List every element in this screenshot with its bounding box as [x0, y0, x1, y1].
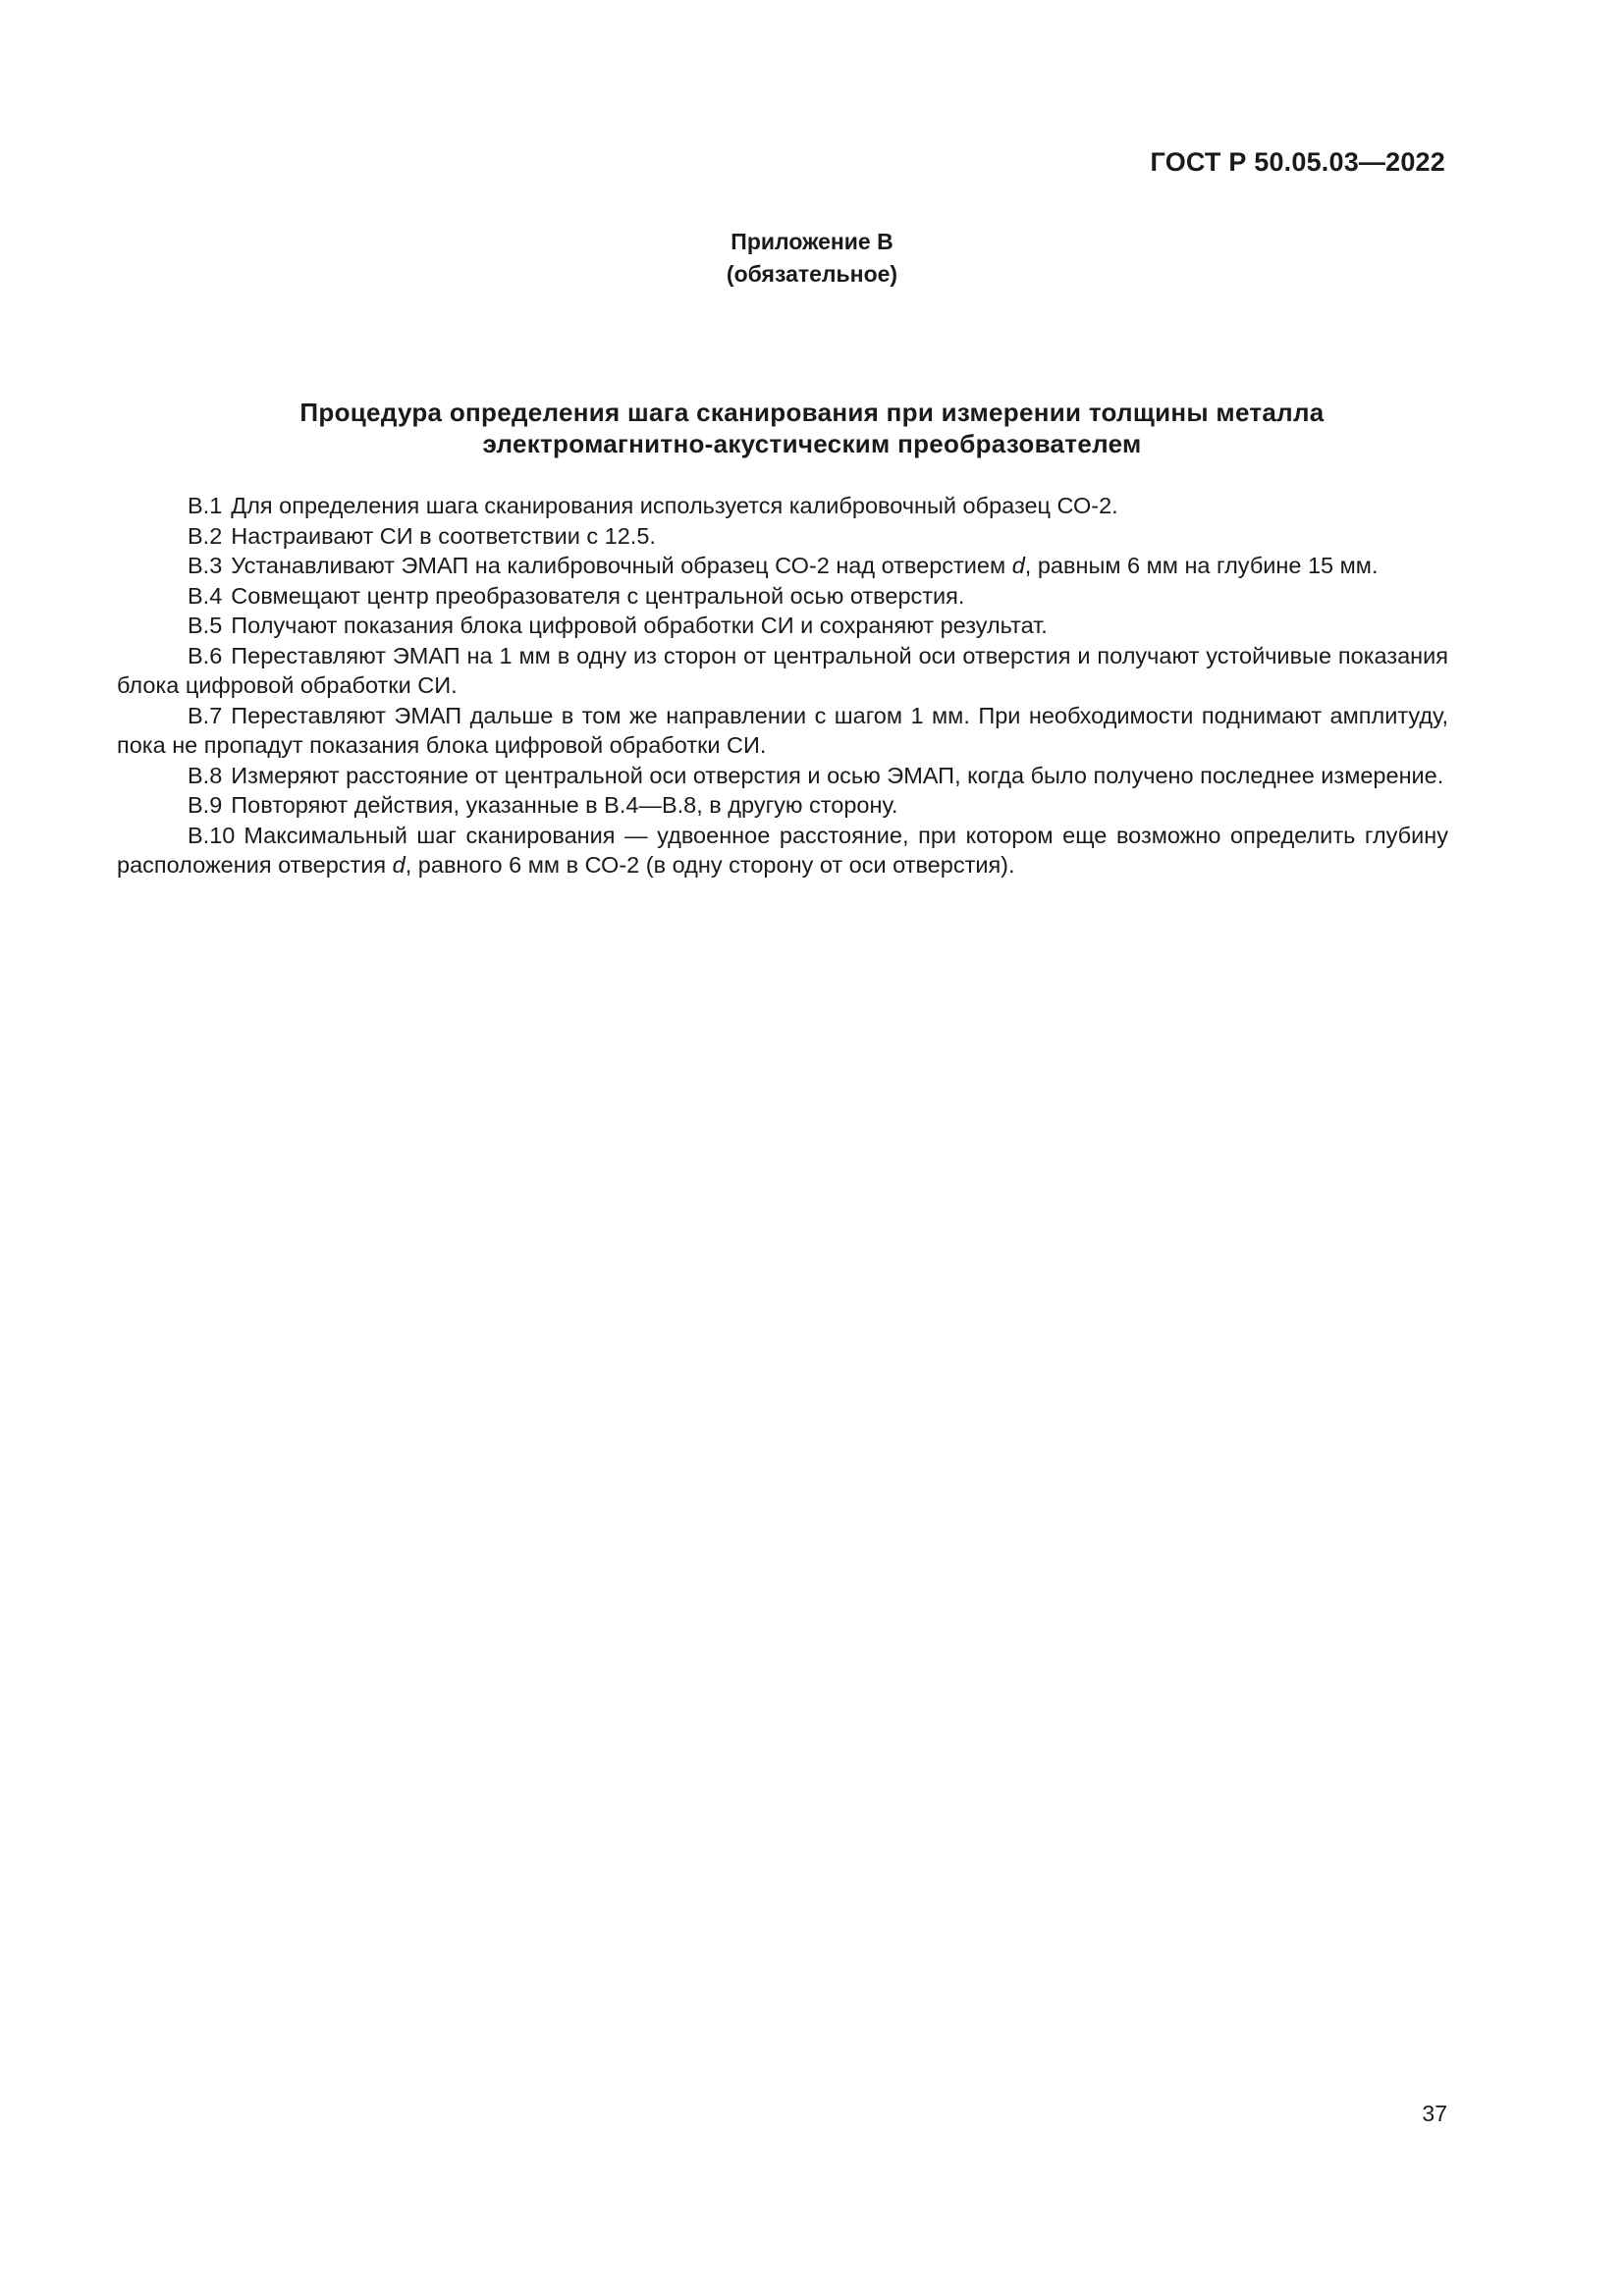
- standard-id: ГОСТ Р 50.05.03—2022: [1150, 147, 1445, 177]
- title-line-2: электромагнитно-акустическим преобразователем: [482, 429, 1142, 458]
- paragraph-b9: [117, 790, 1448, 821]
- section-title: [0, 397, 1624, 459]
- paragraph-text: Измеряют расстояние от центральной оси отверстия и осью ЭМАП, когда было получено последнее измерение.: [231, 762, 1444, 788]
- paragraph-number: В.10: [188, 822, 236, 848]
- paragraph-number: В.3: [188, 553, 223, 578]
- paragraph-text: Настраивают СИ в соответствии с 12.5.: [231, 522, 656, 549]
- page-number: 37: [1422, 2101, 1447, 2126]
- paragraph-text: Совмещают центр преобразователя с центральной осью отверстия.: [231, 582, 965, 609]
- appendix-status: (обязательное): [726, 261, 898, 287]
- paragraph-number: В.8: [188, 762, 223, 788]
- paragraph-b5: [117, 611, 1448, 641]
- paragraph-text-post: , равным 6 мм на глубине 15 мм.: [1024, 553, 1379, 578]
- appendix-heading: [0, 226, 1624, 291]
- paragraph-b4: [117, 581, 1448, 612]
- paragraph-number: В.9: [188, 792, 223, 818]
- paragraph-number: В.7: [188, 702, 223, 728]
- paragraph-text-pre: Максимальный шаг сканирования — удвоенное расстояние, при котором еще возможно определить глубину расположения отверстия: [117, 822, 1448, 878]
- paragraph-text-pre: Устанавливают ЭМАП на калибровочный образец СО-2 над отверстием: [231, 553, 1012, 578]
- paragraph-number: В.2: [188, 522, 223, 549]
- paragraph-number: В.5: [188, 613, 223, 638]
- paragraph-b2: [117, 521, 1448, 552]
- variable-d: d: [392, 852, 406, 878]
- paragraph-b10: [117, 821, 1448, 881]
- body-text: [117, 491, 1448, 881]
- paragraph-text: Повторяют действия, указанные в В.4—В.8, в другую сторону.: [231, 792, 898, 818]
- paragraph-b3: [117, 551, 1448, 581]
- paragraph-text: Для определения шага сканирования используется калибровочный образец СО-2.: [231, 493, 1118, 518]
- paragraph-b8: [117, 761, 1448, 791]
- paragraph-text: Переставляют ЭМАП на 1 мм в одну из сторон от центральной оси отверстия и получают устойчивые показания блока цифровой обработки СИ.: [117, 642, 1448, 698]
- paragraph-text-post: , равного 6 мм в СО-2 (в одну сторону от оси отверстия).: [405, 852, 1015, 878]
- paragraph-b6: [117, 641, 1448, 701]
- paragraph-text: Переставляют ЭМАП дальше в том же направлении с шагом 1 мм. При необходимости поднимают амплитуду, пока не пропадут показания блока цифровой обработки СИ.: [117, 702, 1448, 758]
- paragraph-b7: [117, 701, 1448, 761]
- paragraph-number: В.6: [188, 642, 223, 668]
- paragraph-number: В.1: [188, 493, 223, 518]
- paragraph-text: Получают показания блока цифровой обработки СИ и сохраняют результат.: [231, 613, 1048, 638]
- appendix-label: Приложение В: [731, 229, 893, 254]
- paragraph-b1: [117, 491, 1448, 521]
- title-line-1: Процедура определения шага сканирования при измерении толщины металла: [299, 398, 1325, 427]
- variable-d: d: [1011, 553, 1025, 578]
- paragraph-number: В.4: [188, 582, 223, 609]
